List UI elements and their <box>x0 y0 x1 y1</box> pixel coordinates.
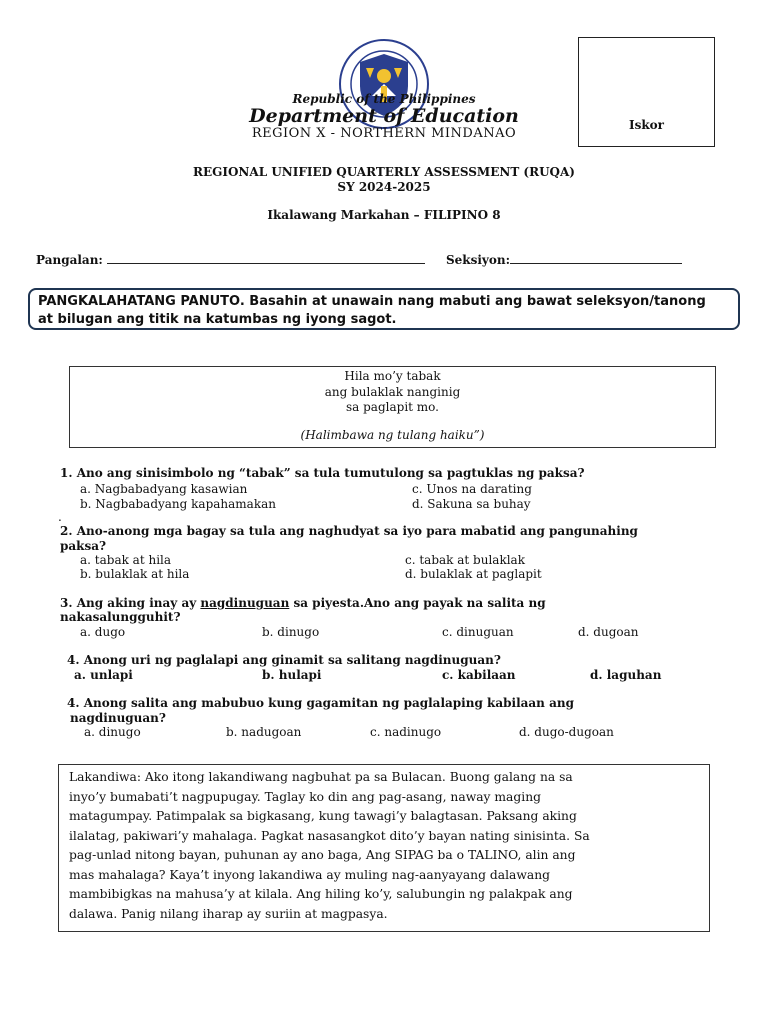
q4b-choice-c[interactable]: c. nadinugo <box>370 725 442 739</box>
republic-text: Republic of the Philippines <box>292 92 476 106</box>
general-instructions <box>28 288 740 330</box>
q2-choice-c[interactable]: c. tabak at bulaklak <box>405 553 525 567</box>
question-3-line-1 <box>60 596 546 610</box>
question-4b-line-1: 4. Anong salita ang mabubuo kung gagamitan ng paglalaping kabilaan ang <box>67 696 574 710</box>
passage-line: Lakandiwa: Ako itong lakandiwang nagbuhat pa sa Bulacan. Buong galang na sa <box>69 770 573 784</box>
passage-line: matagumpay. Patimpalak sa bigkasang, kung tawagi’y balagtasan. Paksang aking <box>69 809 577 823</box>
section-label: Seksiyon: <box>446 253 511 267</box>
question-3-line-2: nakasalungguhit? <box>60 610 181 624</box>
passage-line: pag-unlad nitong bayan, puhunan ay ano baga, Ang SIPAG ba o TALINO, alin ang <box>69 848 576 862</box>
question-1: 1. Ano ang sinisimbolo ng “tabak” sa tula tumutulong sa pagtuklas ng paksa? <box>60 466 585 480</box>
section-field[interactable] <box>446 252 682 267</box>
q4a-choice-c[interactable]: c. kabilaan <box>442 668 516 682</box>
q4a-choice-b[interactable]: b. hulapi <box>262 668 322 682</box>
q1-choice-a[interactable]: a. Nagbabadyang kasawian <box>80 482 248 496</box>
q3-suffix: sa piyesta.Ano ang payak na salita ng <box>289 596 546 610</box>
q4b-choice-b[interactable]: b. nadugoan <box>226 725 302 739</box>
name-label: Pangalan: <box>36 253 103 267</box>
exam-title: REGIONAL UNIFIED QUARTERLY ASSESSMENT (RUQA) <box>193 165 575 179</box>
passage-line: mas mahalaga? Kaya’t inyong lakandiwa ay muling nag-aanyayang dalawang <box>69 867 550 882</box>
question-4a: 4. Anong uri ng paglalapi ang ginamit sa salitang nagdinuguan? <box>67 653 501 667</box>
q1-choice-c[interactable]: c. Unos na darating <box>412 482 532 496</box>
q4a-choice-a[interactable]: a. unlapi <box>74 668 133 682</box>
question-2-line-1: 2. Ano-anong mga bagay sa tula ang naghudyat sa iyo para mabatid ang pangunahing <box>60 524 638 538</box>
stray-dot: . <box>58 510 62 524</box>
passage-line: dalawa. Panig nilang iharap ay suriin at magpasya. <box>69 906 388 921</box>
school-year: SY 2024-2025 <box>337 180 431 194</box>
question-2-line-2: paksa? <box>60 539 107 553</box>
q4a-choice-d[interactable]: d. laguhan <box>590 668 662 682</box>
poem-line-1: Hila mo’y tabak <box>344 369 441 383</box>
poem-line-2: ang bulaklak nanginig <box>324 384 461 399</box>
q3-choice-a[interactable]: a. dugo <box>80 625 126 639</box>
q1-choice-d[interactable]: d. Sakuna sa buhay <box>412 497 531 511</box>
passage-line: ilalatag, pakiwari’y mahalaga. Pagkat nasasangkot dito’y bayan nating sinisinta. Sa <box>69 828 590 843</box>
instructions-line-1: PANGKALAHATANG PANUTO. Basahin at unawain nang mabuti ang bawat seleksyon/tanong <box>38 294 706 309</box>
question-4b-line-2: nagdinuguan? <box>70 711 166 725</box>
q2-choice-b[interactable]: b. bulaklak at hila <box>80 567 190 581</box>
q3-underlined-word: nagdinuguan <box>200 596 290 610</box>
q4b-choice-a[interactable]: a. dinugo <box>84 725 141 739</box>
region-text: REGION X - NORTHERN MINDANAO <box>251 126 517 141</box>
poem-line-3: sa paglapit mo. <box>346 400 439 414</box>
section-line[interactable] <box>510 252 682 264</box>
q2-choice-a[interactable]: a. tabak at hila <box>80 553 172 567</box>
poem-note: (Halimbawa ng tulang haiku”) <box>300 427 485 442</box>
poem-box <box>69 366 716 448</box>
q2-choice-d[interactable]: d. bulaklak at paglapit <box>405 567 542 581</box>
passage-line: inyo’y bumabati’t nagpupugay. Taglay ko din ang pag-asang, naway maging <box>69 789 541 804</box>
name-line[interactable] <box>107 252 425 264</box>
department-title: Department of Education <box>249 105 519 127</box>
quarter-subject: Ikalawang Markahan – FILIPINO 8 <box>267 208 501 222</box>
q1-choice-b[interactable]: b. Nagbabadyang kapahamakan <box>80 497 276 511</box>
instructions-line-2: at bilugan ang titik na katumbas ng iyong sagot. <box>38 312 397 327</box>
q3-choice-c[interactable]: c. dinuguan <box>442 625 514 639</box>
q3-choice-b[interactable]: b. dinugo <box>262 625 320 639</box>
q3-choice-d[interactable]: d. dugoan <box>578 625 639 639</box>
lakandiwa-passage <box>58 764 710 932</box>
score-label: Iskor <box>628 118 664 132</box>
passage-line: mambibigkas na mahusa’y at kilala. Ang hiling ko’y, salubungin ng palakpak ang <box>69 887 573 901</box>
q3-prefix: 3. Ang aking inay ay <box>60 596 201 610</box>
name-field[interactable] <box>36 252 425 267</box>
q4b-choice-d[interactable]: d. dugo-dugoan <box>519 725 614 739</box>
